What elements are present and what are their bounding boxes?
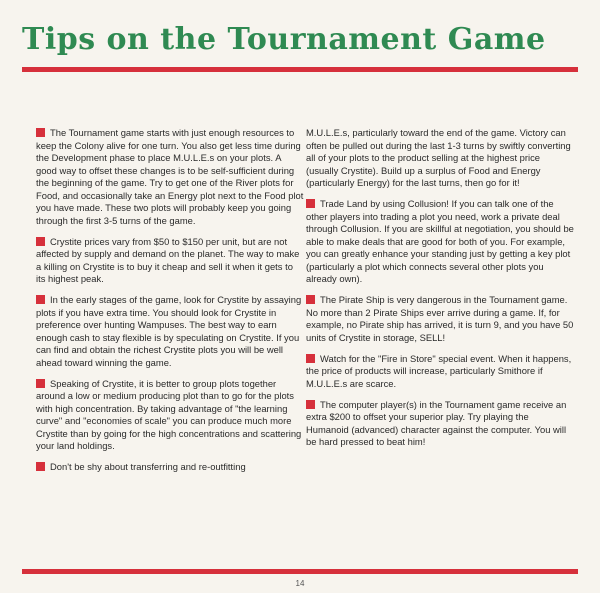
tip-paragraph — [36, 294, 304, 369]
tip-paragraph — [36, 461, 304, 474]
tip-paragraph — [36, 127, 304, 227]
tip-text: Speaking of Crystite, it is better to group plots together around a low or medium producing plot than to go for the plots with high concentration. By taking advantage of "the learning curve" and "economies of scale" you can produce much more Crystite than by going for the high concentrations and scattering your land holdings. — [36, 377, 302, 451]
tip-paragraph — [36, 378, 304, 453]
bullet-square-icon — [306, 295, 315, 304]
tip-paragraph — [306, 353, 574, 391]
bullet-square-icon — [36, 128, 45, 137]
bullet-square-icon — [306, 199, 315, 208]
left-column — [36, 127, 304, 482]
tip-paragraph — [306, 294, 574, 344]
tip-paragraph — [306, 399, 574, 449]
tip-text: Watch for the "Fire in Store" special event. When it happens, the price of products will increase, particularly Smithore if M.U.L.E.s are scarce. — [306, 352, 572, 389]
tip-text: Crystite prices vary from $50 to $150 per unit, but are not affected by supply and demand on the planet. The way to make a killing on Crystite is to buy it cheap and sell it when it gets to its highest peak. — [36, 235, 300, 284]
bottom-divider — [22, 569, 578, 574]
tip-text: The computer player(s) in the Tournament game receive an extra $200 to offset your superior play. Try playing the Humanoid (advanced) character against the computer. You will be hard pressed to beat him! — [306, 398, 567, 447]
tip-text: The Tournament game starts with just enough resources to keep the Colony alive for one turn. You also get less time during the Development phase to place M.U.L.E.s on your plots. A good way to offset these changes is to be self-sufficient during the beginning of the game. Try to get one of the River plots for Food, and occasionally take an Energy plot next to the Food plot you have made. These two plots will probably keep you going through the first 3-5 turns of the game. — [36, 127, 304, 226]
page-title: Tips on the Tournament Game — [22, 22, 546, 57]
tip-text: In the early stages of the game, look for Crystite by assaying plots if you have extra time. You should look for Crystite in preference over hunting Wampuses. The best way to earn enough cash to stay flexible is by speculating on Crystite. If you can find and obtain the richest Crystite plots you will be well ahead toward winning the game. — [36, 294, 302, 368]
bullet-square-icon — [36, 295, 45, 304]
bullet-square-icon — [36, 237, 45, 246]
top-divider — [22, 67, 578, 72]
bullet-square-icon — [36, 379, 45, 388]
bullet-square-icon — [36, 462, 45, 471]
tip-paragraph — [306, 198, 574, 286]
tip-paragraph — [36, 236, 304, 286]
bullet-square-icon — [306, 354, 315, 363]
tip-text: Trade Land by using Collusion! If you can talk one of the other players into trading a plot you need, work a private deal through Collusion. If you are skillful at negotiation, you should be able to make deals that are good for both of you. For example, you can greatly enhance your standing just by getting a key plot (particularly a plot which connects several other plots you already own). — [306, 198, 574, 284]
bullet-square-icon — [306, 400, 315, 409]
tip-text: The Pirate Ship is very dangerous in the Tournament game. No more than 2 Pirate Ships ever arrive during a game. If, for example, no Pirate ship has arrived, it is turn 9, and you have 50 units of Crystite in storage, SELL! — [306, 294, 574, 343]
tip-text: Don't be shy about transferring and re-outfitting — [50, 461, 246, 472]
page-number: 14 — [295, 579, 305, 588]
tip-continuation: M.U.L.E.s, particularly toward the end of the game. Victory can often be pulled out during the last 1-3 turns by swiftly converting all of your plots to the product selling at the highest price (usually Crystite). Build up a surplus of Food and Energy (particularly Energy) for the last turns, then go for it! — [306, 127, 571, 188]
right-column — [306, 127, 574, 457]
